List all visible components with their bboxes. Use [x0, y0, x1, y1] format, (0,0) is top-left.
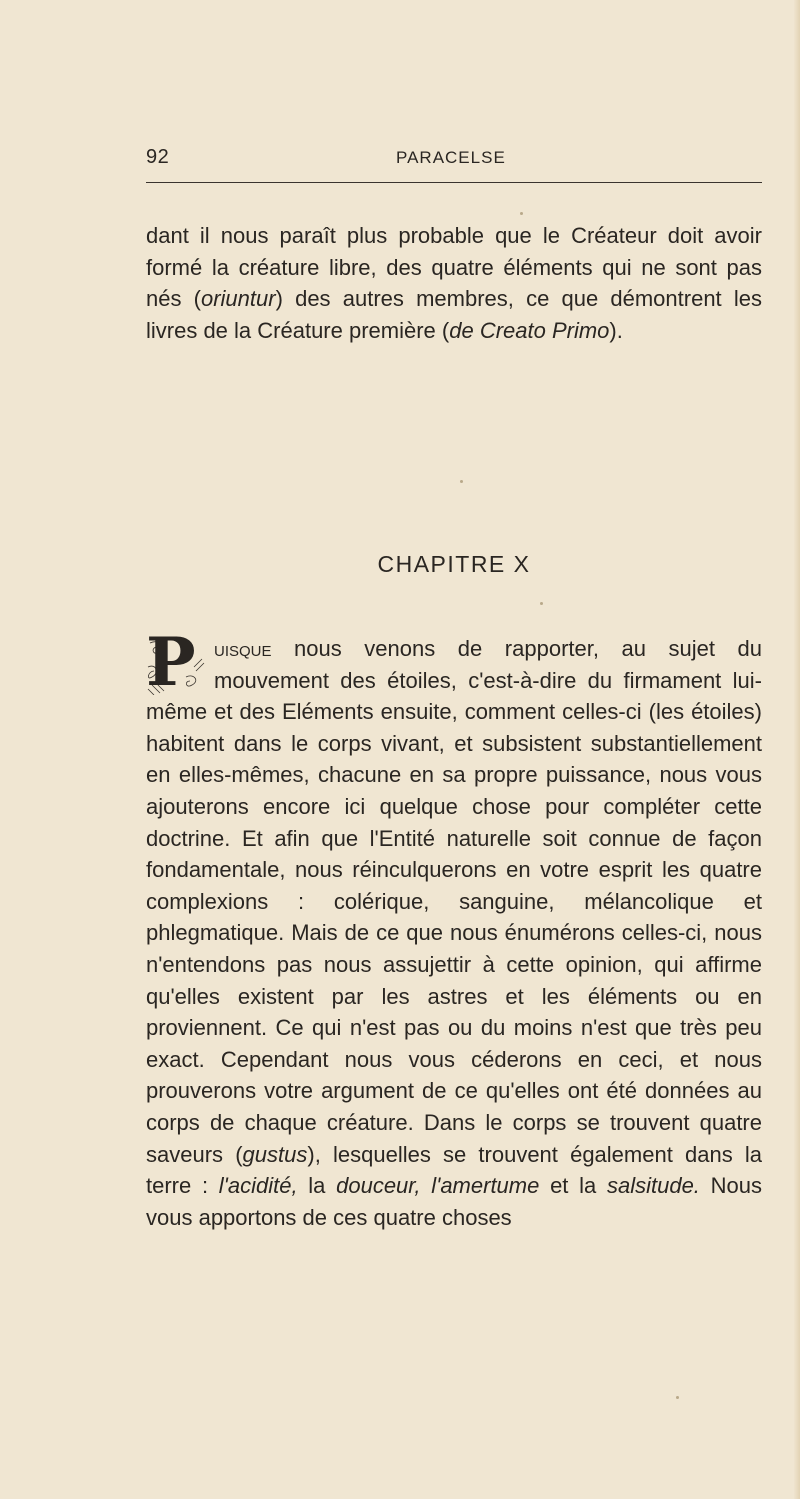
text-run: et la: [539, 1173, 607, 1199]
page-header: [146, 146, 762, 176]
text-run: ), lesquelles se trouvent également dans la terre :: [146, 1141, 762, 1199]
paper-speck: [520, 212, 523, 215]
paragraph-2: [146, 623, 762, 1233]
italic-term: douceur,: [336, 1173, 421, 1199]
paper-speck: [460, 480, 463, 483]
text-run: ) des autres membres, ce que démontrent les livres de la Créature première (: [146, 286, 762, 343]
chapter-heading: CHAPITRE X: [377, 551, 531, 577]
paragraph-1: [146, 220, 762, 346]
dropcap: [146, 623, 206, 701]
italic-term: l'acidité,: [218, 1173, 298, 1199]
italic-term: salsitude.: [606, 1173, 700, 1199]
text-run: nous venons de rapporter, au sujet du mouvement des étoiles, c'est-à-dire du firmament lui-même et des Eléments ensuite, comment celles-ci (les étoiles) habitent dans le corps vivant, et subsistent substantiellement en elles-mêmes, chacune en sa propre puissance, nous vous ajouterons encore ici quelque chose pour compléter cette doctrine. Et afin que l'Entité naturelle soit connue de façon fondamentale, nous réinculquerons en votre esprit les quatre complexions : colérique, sanguine, mélancolique et phlegmatique. Mais de ce que nous énumérons celles-ci, nous n'entendons pas nous assujettir à cette opinion, qui affirme qu'elles existent par les astres et les éléments ou en proviennent. Ce qui n'est pas ou du moins n'est que très peu exact. Cependant nous vous céderons en ceci, et nous prouverons votre argument de ce qu'elles ont été données au corps de chaque créature. Dans le corps se trouvent quatre saveurs (: [146, 636, 762, 1167]
header-rule: [146, 182, 762, 183]
text-run: ).: [609, 317, 623, 343]
text-run: Nous vous apportons de ces quatre choses: [146, 1173, 762, 1230]
text-run: dant il nous paraît plus probable que le Créateur doit avoir formé la créature libre, des quatre éléments qui ne sont pas nés (: [146, 223, 762, 312]
italic-term: oriuntur: [200, 286, 276, 312]
italic-term: l'amertume: [431, 1173, 540, 1199]
paper-speck: [540, 602, 543, 605]
smallcaps-run: uisque: [214, 636, 272, 661]
italic-term: gustus: [242, 1141, 308, 1167]
page-edge: [794, 0, 800, 1499]
italic-title: de Creato Primo: [449, 317, 610, 343]
text-run: [421, 1173, 432, 1198]
paper-speck: [676, 1396, 679, 1399]
text-run: la: [297, 1173, 337, 1199]
running-title: PARACELSE: [396, 148, 506, 167]
page-number: 92: [146, 146, 170, 168]
dropcap-letter: P: [146, 623, 196, 701]
